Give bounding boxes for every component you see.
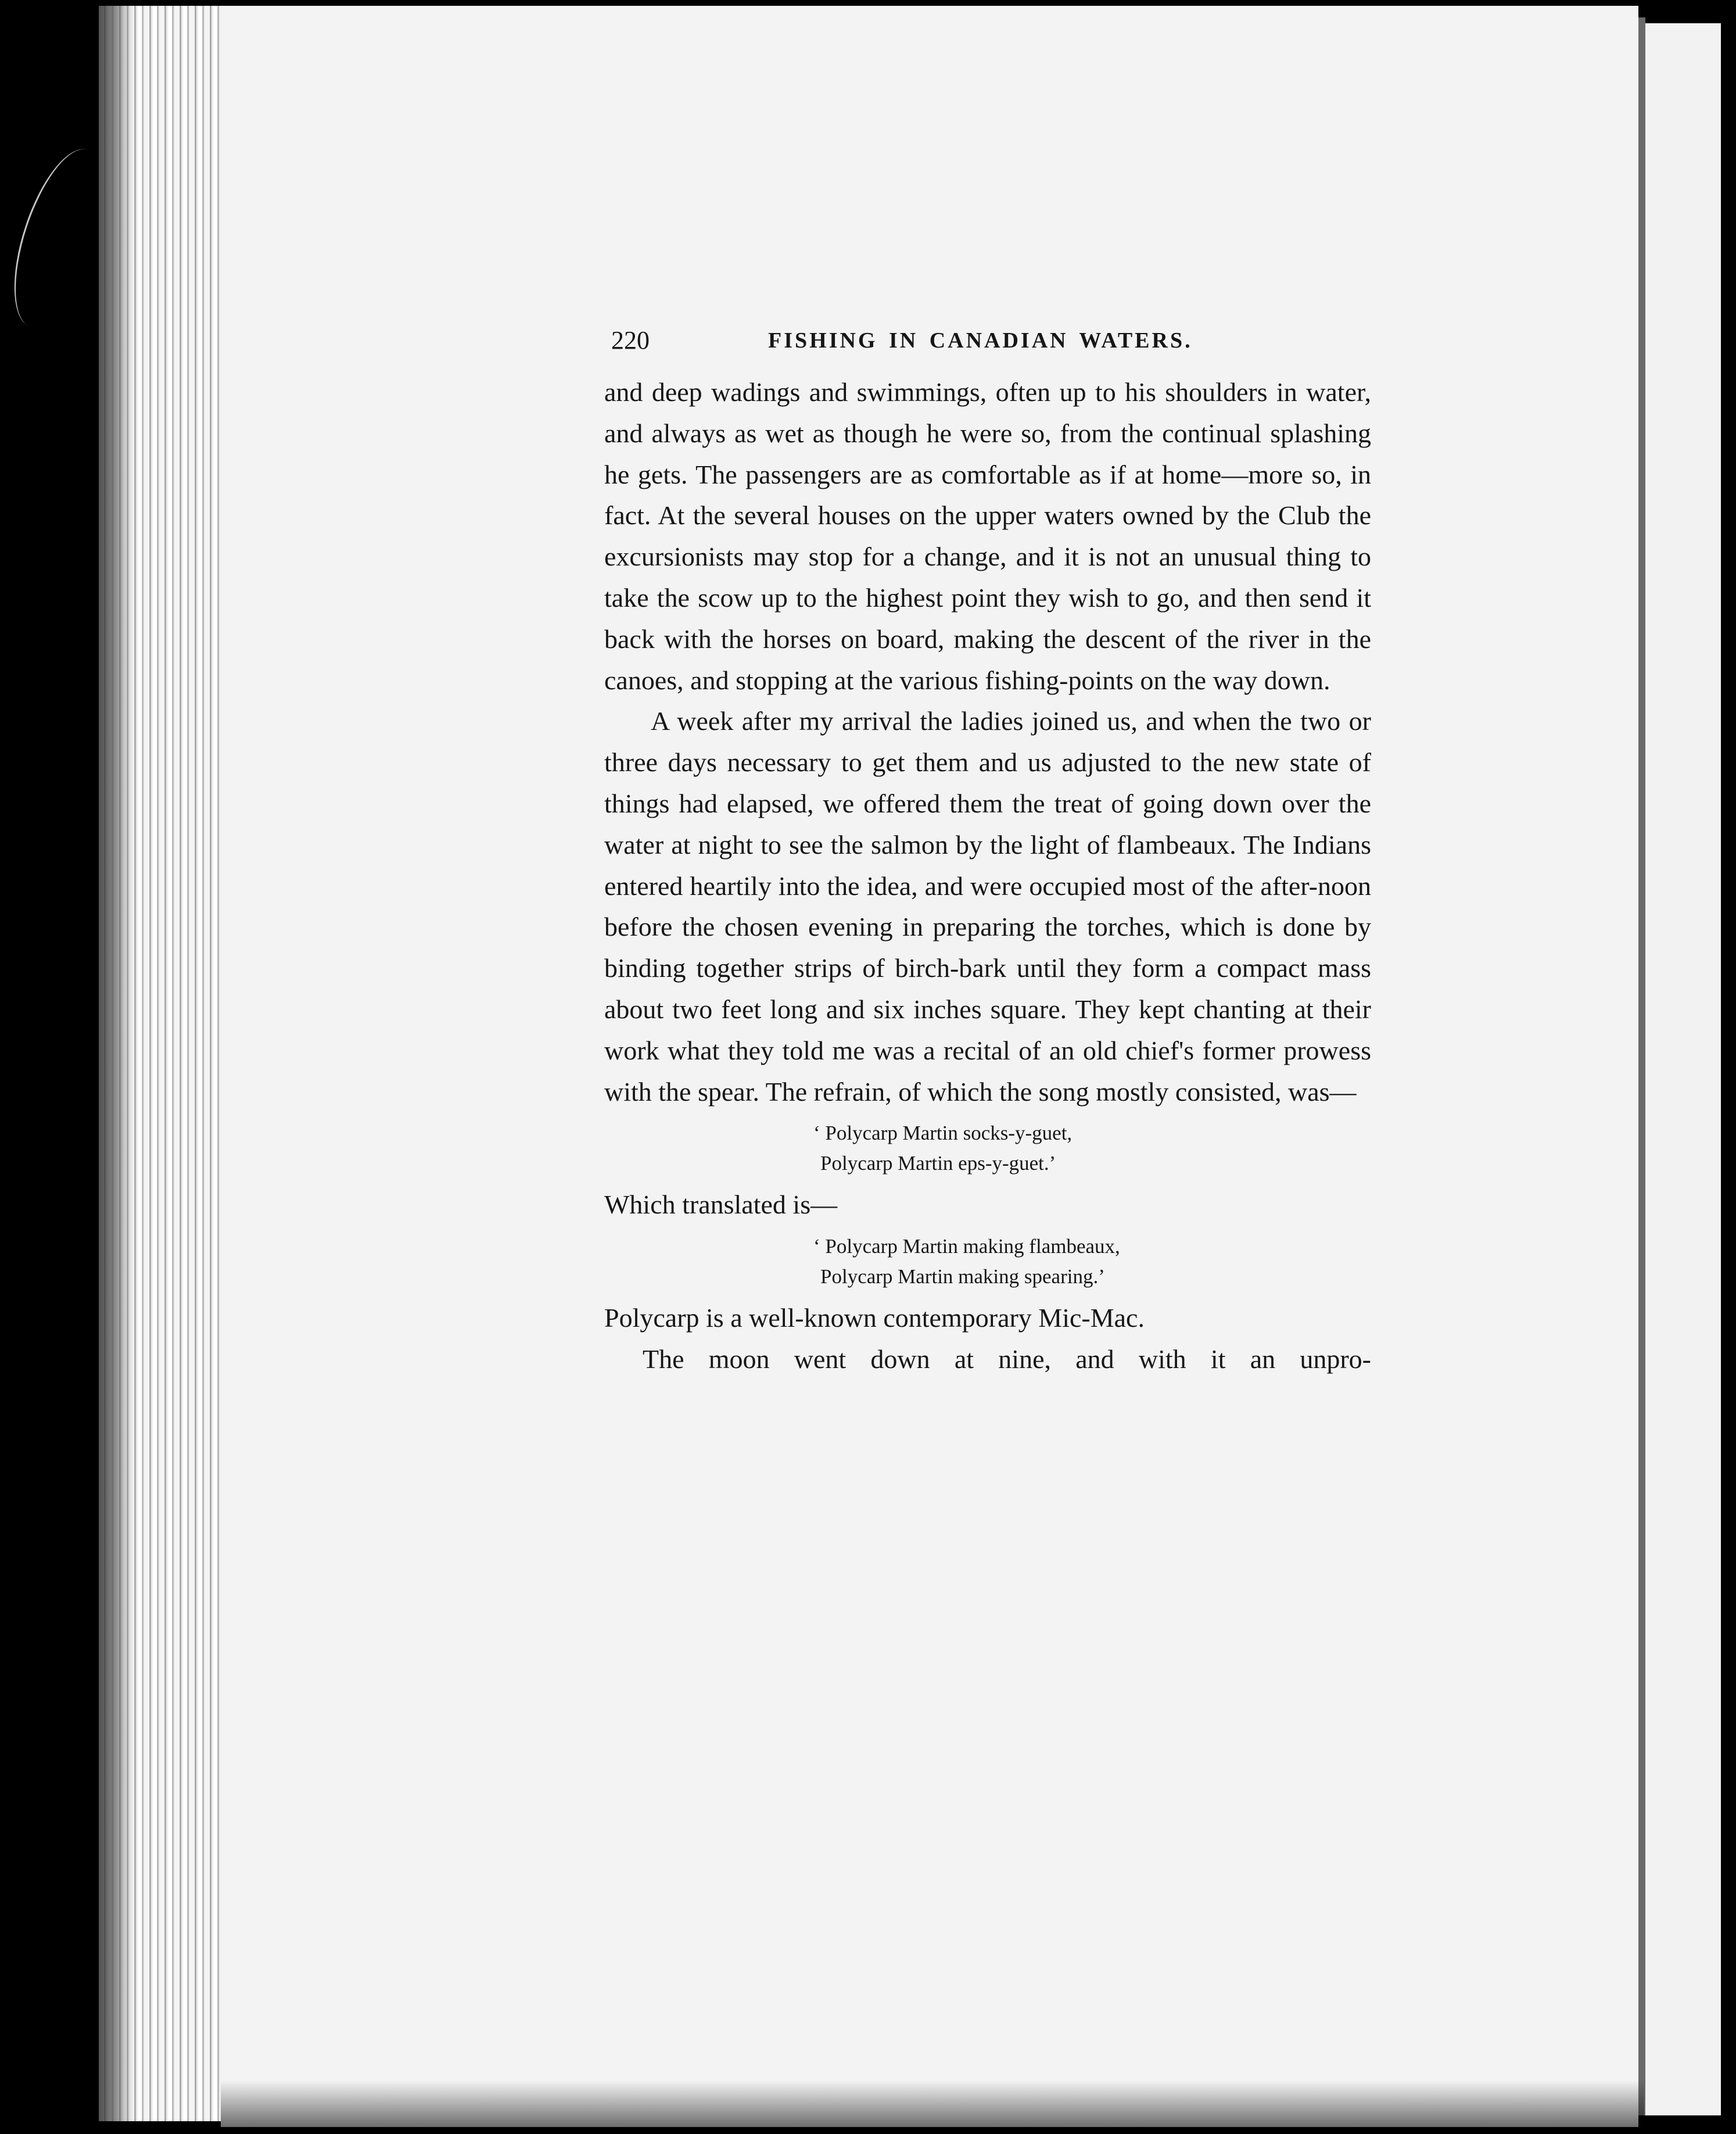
translation-line-1: ‘ Polycarp Martin making flambeaux, — [813, 1235, 1120, 1258]
paragraph-continuation: and deep wadings and swimmings, often up to his shoulders in water, and always as wet as though he were so, from the continual splashing he gets. The passengers are as comfortable as if at home—more so, in fact. At the several houses on the upper waters owned by the Club the excursionists may stop for a change, and it is not an unusual thing to take the scow up to the highest point they wish to go, and then send it back with the horses on board, making the descent of the river in the canoes, and stopping at the various fishing-points on the way down. — [604, 377, 1371, 695]
paragraph-ladies-arrival: A week after my arrival the ladies joined us, and when the two or three days necessary to get them and us adjusted to the new state of things had elapsed, we offered them the treat of going down over the water at night to see the salmon by the light of flambeaux. The Indians entered heartily into the idea, and were occupied most of the after-noon before the chosen evening in preparing the torches, which is done by binding together strips of birch-bark until they form a compact mass about two feet long and six inches square. They kept chanting at their work what they told me was a recital of an old chief's former prowess with the spear. The refrain, of which the song mostly consisted, was— — [604, 706, 1371, 1107]
translation-line-2: Polycarp Martin making spearing.’ — [820, 1265, 1105, 1288]
facing-page-edge — [1645, 23, 1721, 2115]
left-binding-shadow — [99, 6, 134, 2121]
paragraph-moon: The moon went down at nine, and with it an unpro- — [643, 1344, 1371, 1374]
paragraph-polycarp: Polycarp is a well-known contemporary Mic-Mac. — [604, 1303, 1145, 1333]
song-line-2: Polycarp Martin eps-y-guet.’ — [820, 1152, 1056, 1175]
bottom-shadow — [221, 2081, 1644, 2127]
right-page-gutter — [1638, 17, 1645, 2115]
running-title: FISHING IN CANADIAN WATERS. — [768, 328, 1193, 353]
translation-intro: Which translated is— — [604, 1190, 838, 1220]
song-line-1: ‘ Polycarp Martin socks-y-guet, — [813, 1122, 1073, 1145]
song-translation — [813, 1231, 1371, 1292]
page-text — [604, 320, 1371, 1380]
running-head — [604, 320, 1371, 372]
page-number: 220 — [611, 326, 650, 355]
song-refrain — [813, 1118, 1371, 1179]
